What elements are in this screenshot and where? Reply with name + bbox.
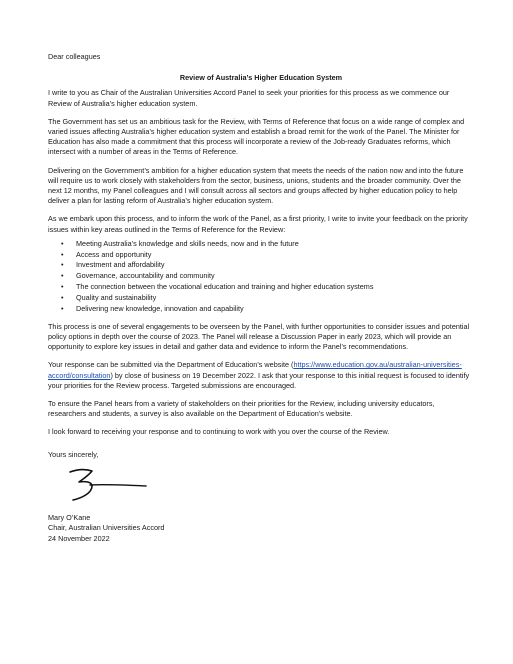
priority-item	[61, 282, 474, 292]
priority-text: Investment and affordability	[76, 260, 165, 270]
priority-item	[61, 239, 474, 249]
priority-list	[48, 239, 474, 314]
bullet-icon: •	[61, 303, 64, 313]
salutation: Dear colleagues	[48, 52, 101, 61]
priority-text: Governance, accountability and community	[76, 271, 215, 281]
sign-off: Yours sincerely,	[48, 449, 99, 459]
priority-item	[61, 304, 474, 314]
engagement-paragraph: This process is one of several engagements to be overseen by the Panel, with further opportunities to consider issues and potential policy options in depth over the course of 2023. The Panel will release a Discussion Paper in early 2023, which will provide an opportunity to explore key issues in detail and gather data and evidence to inform the Panel’s recommendations.	[48, 321, 470, 352]
priority-item	[61, 250, 474, 260]
invitation-paragraph: As we embark upon this process, and to inform the work of the Panel, as a first priority, I write to invite your feedback on the priority issues within key areas outlined in the Terms of Reference for the Review:	[48, 214, 468, 234]
bullet-icon: •	[61, 292, 64, 302]
bullet-icon: •	[61, 282, 64, 292]
submission-paragraph	[48, 360, 474, 391]
priority-text: The connection between the vocational education and training and higher education systems	[76, 282, 374, 292]
signatory-role: Chair, Australian Universities Accord	[48, 523, 165, 533]
submission-text-before: Your response can be submitted via the Department of Education’s website (	[48, 360, 294, 370]
priority-item	[61, 271, 474, 281]
bullet-icon: •	[61, 271, 64, 281]
intro-paragraph: I write to you as Chair of the Australian Universities Accord Panel to seek your priorities for this process as we commence our Review of Australia’s higher education system.	[48, 88, 450, 108]
bullet-icon: •	[61, 249, 64, 259]
signature-block	[48, 513, 474, 544]
handwritten-signature	[62, 464, 152, 504]
priority-text: Access and opportunity	[76, 249, 152, 259]
letter-title: Review of Australia’s Higher Education System	[179, 73, 343, 83]
priority-text: Quality and sustainability	[76, 292, 157, 302]
letter-date: 24 November 2022	[48, 533, 110, 543]
consultation-link[interactable]: https://www.education.gov.au/australian-universities-accord/consultation	[48, 360, 462, 380]
bullet-icon: •	[61, 260, 64, 270]
letter-page	[48, 52, 474, 544]
signatory-name: Mary O’Kane	[48, 512, 91, 522]
priority-item	[61, 293, 474, 303]
closing-paragraph: I look forward to receiving your response and to continuing to work with you over the course of the Review.	[48, 427, 390, 437]
consultation-paragraph: Delivering on the Government’s ambition for a higher education system that meets the needs of the nation now and into the future will require us to work closely with stakeholders from the sector, business, unions, students and the broader community. Over the next 12 months, my Panel colleagues and I will consult across all sectors and groups affected by higher education policy to help deliver a plan for lasting reform of Australia’s higher education system.	[48, 165, 464, 206]
priority-item	[61, 260, 474, 270]
bullet-icon: •	[61, 238, 64, 248]
survey-paragraph: To ensure the Panel hears from a variety of stakeholders on their priorities for the Review, including university educators, researchers and students, a survey is also available on the Department of Education’s website.	[48, 399, 435, 419]
priority-text: Meeting Australia’s knowledge and skills needs, now and in the future	[76, 238, 299, 248]
priority-text: Delivering new knowledge, innovation and capability	[76, 303, 244, 313]
submission-text-after: ) by close of business on 19 December 2022. I ask that your response to this initial request is focused to identify your priorities for the Review process. Targeted submissions are encouraged.	[48, 370, 470, 390]
terms-of-reference-paragraph: The Government has set us an ambitious task for the Review, with Terms of Reference that focus on a wide range of complex and varied issues affecting Australia’s higher education system and establish a broad remit for the work of the Panel. The Minister for Education has also made a commitment that this process will incorporate a review of the Job-ready Graduates reforms, which intersect with a number of areas in the Terms of Reference.	[48, 116, 465, 157]
